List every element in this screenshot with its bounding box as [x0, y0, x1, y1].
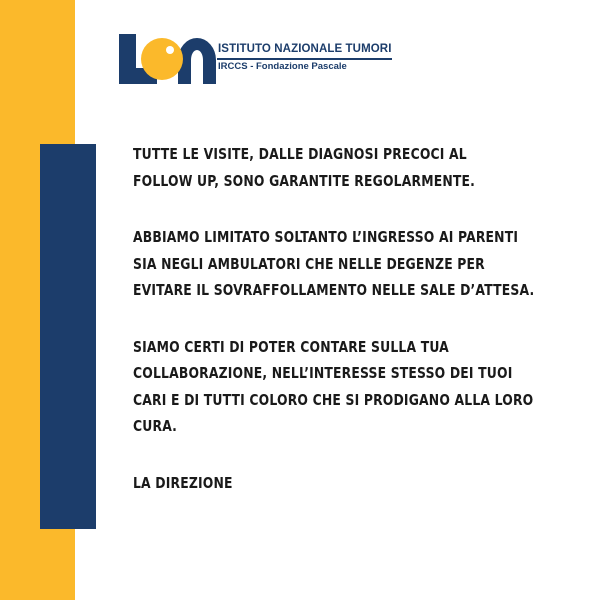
institute-logo	[118, 30, 394, 86]
logo-mark-icon	[118, 30, 218, 86]
text-line: ABBIAMO LIMITATO SOLTANTO L’INGRESSO AI PARENTI	[133, 228, 519, 246]
text-line: EVITARE IL SOVRAFFOLLAMENTO NELLE SALE D’ATTESA.	[133, 281, 535, 299]
text-line: TUTTE LE VISITE, DALLE DIAGNOSI PRECOCI AL	[133, 145, 467, 163]
text-line: SIAMO CERTI DI POTER CONTARE SULLA TUA	[133, 337, 449, 356]
text-line: CARI E DI TUTTI COLORO CHE SI PRODIGANO ALLA LORO	[133, 390, 534, 409]
logo-institute-name: ISTITUTO NAZIONALE TUMORI	[218, 43, 392, 55]
text-line: SIA NEGLI AMBULATORI CHE NELLE DEGENZE PER	[133, 254, 485, 273]
logo-divider	[217, 58, 392, 60]
text-line: COLLABORAZIONE, NELL’INTERESSE STESSO DEI TUOI	[133, 364, 513, 382]
text-line: CURA.	[133, 417, 178, 435]
paragraph-collaboration	[133, 334, 573, 440]
logo-institute-subtitle: IRCCS - Fondazione Pascale	[218, 61, 347, 72]
text-line: LA DIREZIONE	[133, 473, 233, 492]
paragraph-visits	[133, 141, 573, 194]
text-line: FOLLOW UP, SONO GARANTITE REGOLARMENTE.	[133, 171, 475, 190]
paragraph-access	[133, 224, 573, 304]
navy-side-band	[40, 144, 96, 529]
signature	[133, 470, 573, 497]
announcement-text	[133, 141, 573, 526]
